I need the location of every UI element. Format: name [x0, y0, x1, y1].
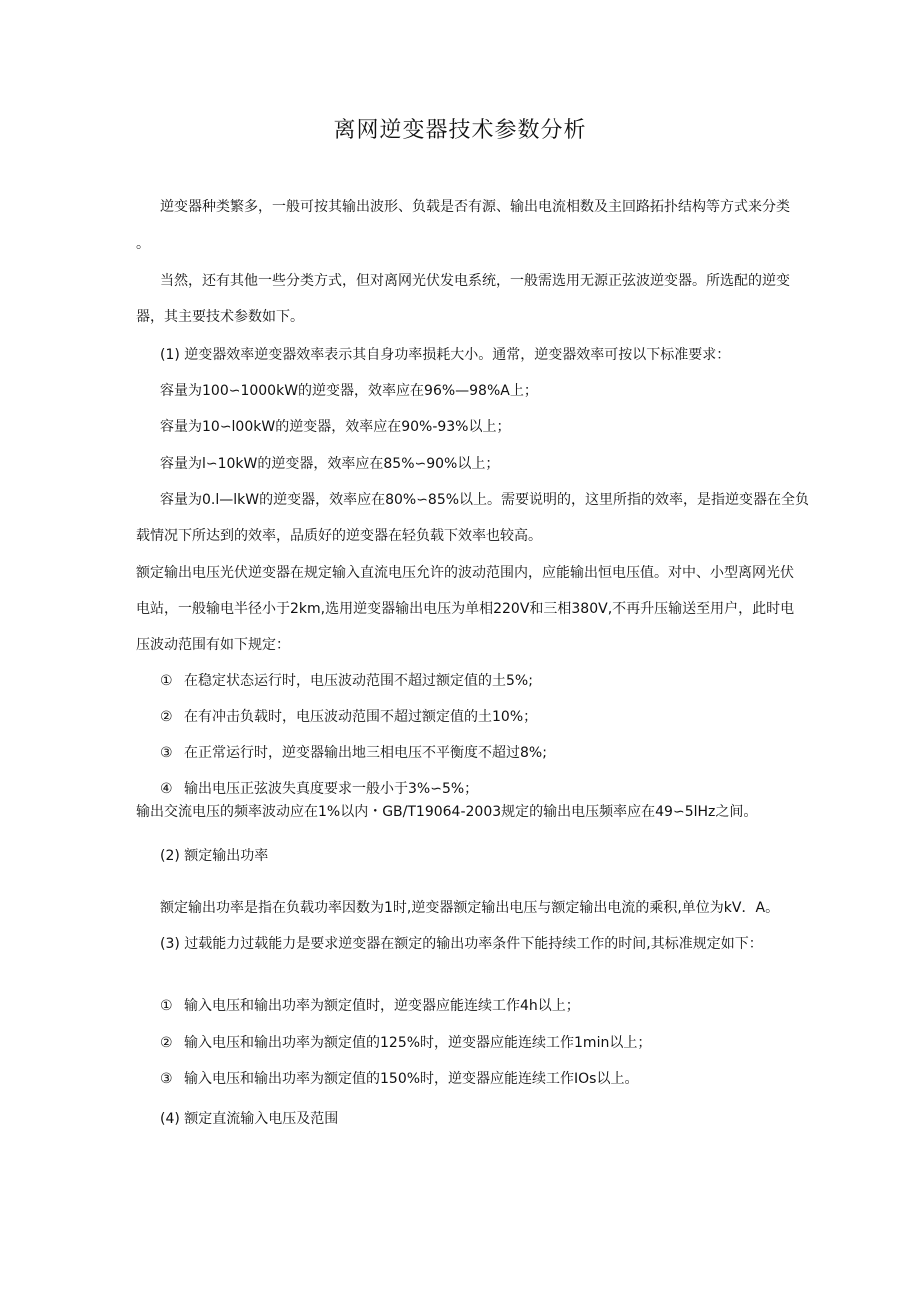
- list-number: ①: [160, 673, 173, 689]
- list-number: ②: [160, 1035, 173, 1051]
- frequency-line: 输出交流电压的频率波动应在1%以内・GB/T19064-2003规定的输出电压频率应在49∽5lHz之间。: [136, 804, 758, 820]
- list-number: ③: [160, 745, 173, 761]
- voltage-list-item: [160, 779, 478, 799]
- voltage-paragraph-line-3: 压波动范围有如下规定：: [136, 637, 290, 653]
- list-number: ②: [160, 709, 173, 725]
- section-4-heading: (4) 额定直流输入电压及范围: [160, 1111, 339, 1127]
- voltage-list-item: [160, 743, 547, 763]
- section-3-heading: (3) 过载能力过载能力是要求逆变器在额定的输出功率条件下能持续工作的时间,其标准规定如下：: [160, 936, 763, 952]
- intro-line-2: 。: [136, 236, 150, 252]
- section-1-heading: (1) 逆变器效率逆变器效率表示其自身功率损耗大小。通常，逆变器效率可按以下标准要求：: [160, 347, 731, 363]
- voltage-paragraph-line-1: 额定输出电压光伏逆变器在规定输入直流电压允许的波动范围内，应能输出恒电压值。对中、小型离网光伏: [136, 565, 794, 581]
- voltage-list-item: [160, 671, 533, 691]
- list-text: 在稳定状态运行时，电压波动范围不超过额定值的土5%;: [184, 673, 533, 689]
- efficiency-item-1: 容量为100∽1000kW的逆变器，效率应在96%—98%A上；: [160, 383, 538, 399]
- intro-line-1: 逆变器种类繁多，一般可按其输出波形、负载是否有源、输出电流相数及主回路拓扑结构等方式来分类: [160, 199, 790, 215]
- efficiency-item-3: 容量为l∽10kW的逆变器，效率应在85%∽90%以上；: [160, 456, 500, 472]
- overload-list-item: [160, 996, 580, 1016]
- list-number: ③: [160, 1071, 173, 1087]
- list-text: 在有冲击负载时，电压波动范围不超过额定值的土10%；: [184, 709, 538, 725]
- list-text: 输出电压正弦波失真度要求一般小于3%∽5%；: [184, 781, 479, 797]
- list-text: 输入电压和输出功率为额定值的125%时，逆变器应能连续工作1min以上；: [184, 1035, 652, 1051]
- document-title: 离网逆变器技术参数分析: [333, 118, 587, 143]
- overload-list-item: [160, 1069, 638, 1089]
- efficiency-item-2: 容量为10∽l00kW的逆变器，效率应在90%-93%以上；: [160, 419, 511, 435]
- overload-list-item: [160, 1033, 651, 1053]
- list-text: 输入电压和输出功率为额定值的150%时，逆变器应能连续工作IOs以上。: [184, 1071, 639, 1087]
- voltage-list-item: [160, 707, 537, 727]
- efficiency-item-4-line-2: 载情况下所达到的效率，品质好的逆变器在轻负载下效率也较高。: [136, 528, 542, 544]
- list-text: 在正常运行时，逆变器输出地三相电压不平衡度不超过8%;: [184, 745, 547, 761]
- voltage-paragraph-line-2: 电站，一般输电半径小于2km,选用逆变器输出电压为单相220V和三相380V,不再升压输送至用户，此时电: [136, 601, 795, 617]
- list-text: 输入电压和输出功率为额定值时，逆变器应能连续工作4h以上；: [184, 998, 580, 1014]
- paragraph-2-line-2: 器，其主要技术参数如下。: [136, 309, 304, 325]
- list-number: ①: [160, 998, 173, 1014]
- list-number: ④: [160, 781, 173, 797]
- efficiency-item-4-line-1: 容量为0.l—lkW的逆变器，效率应在80%∽85%以上。需要说明的，这里所指的效率，是指逆变器在全负: [160, 492, 810, 508]
- section-2-text: 额定输出功率是指在负载功率因数为1时,逆变器额定输出电压与额定输出电流的乘积,单位为kV．A。: [160, 900, 780, 916]
- paragraph-2-line-1: 当然，还有其他一些分类方式，但对离网光伏发电系统，一般需选用无源正弦波逆变器。所选配的逆变: [160, 273, 790, 289]
- section-2-heading: (2) 额定输出功率: [160, 848, 269, 864]
